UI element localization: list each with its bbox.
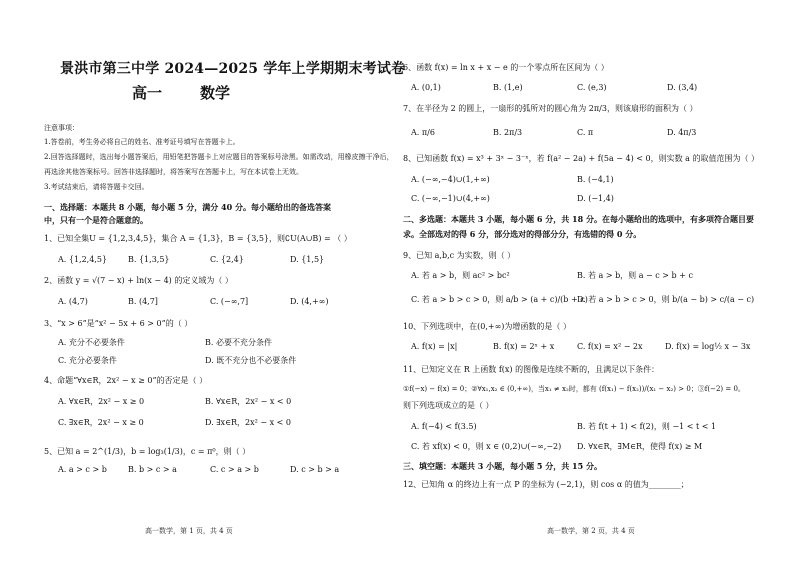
option-d: D. ∀x∈R，∃M∈R，使得 f(x) ≥ M bbox=[577, 442, 703, 451]
page-right bbox=[397, 0, 794, 562]
option-b: B. {1,3,5} bbox=[128, 255, 170, 264]
option-d: D. 4π/3 bbox=[667, 128, 697, 137]
option-d: D. {1,5} bbox=[290, 255, 325, 264]
question-2-stem: 2、函数 y = √(7 − x) + ln(x − 4) 的定义域为（ ） bbox=[44, 276, 233, 285]
option-a: A. 充分不必要条件 bbox=[58, 338, 125, 347]
option-b: B. (−4,1) bbox=[577, 175, 614, 184]
option-b: B. (1,e) bbox=[493, 83, 523, 92]
option-c: C. c > a > b bbox=[210, 465, 259, 474]
option-d: D. 既不充分也不必要条件 bbox=[205, 356, 297, 365]
option-b: B. 2π/3 bbox=[493, 128, 523, 137]
option-a: A. f(−4) < f(3.5) bbox=[411, 422, 477, 431]
option-c: C. f(x) = x² − 2x bbox=[577, 342, 643, 351]
option-d: D. (3,4) bbox=[667, 83, 698, 92]
question-7-stem: 7、在半径为 2 的圆上，一扇形的弧所对的圆心角为 2π/3，则该扇形的面积为（ ） bbox=[403, 104, 698, 113]
question-5-stem: 5、已知 a = 2^(1/3)，b = log₃(1/3)，c = π⁰，则（ ） bbox=[44, 447, 251, 456]
grade-label: 高一 bbox=[132, 84, 163, 102]
note-line: 1.答卷前，考生务必将自己的姓名、准考证号填写在答题卡上。 bbox=[44, 138, 240, 146]
question-3-stem: 3、“x > 6”是“x² − 5x + 6 > 0”的（ ） bbox=[44, 319, 193, 328]
section-heading: 一、选择题：本题共 8 小题，每小题 5 分，满分 40 分。每小题给出的备选答案 bbox=[44, 202, 331, 212]
option-d: D. ∃x∈R，2x² − x < 0 bbox=[205, 418, 291, 427]
option-b: B. ∀x∈R，2x² − x < 0 bbox=[205, 397, 292, 406]
option-a: A. a > c > b bbox=[58, 465, 107, 474]
option-a: A. (4,7) bbox=[58, 297, 88, 306]
option-b: B. b > c > a bbox=[128, 465, 177, 474]
section-heading: 中，只有一个是符合题意的。 bbox=[44, 215, 148, 225]
question-9-stem: 9、已知 a,b,c 为实数，则（ ） bbox=[403, 251, 516, 260]
note-line: 再选涂其他答案标号。回答非选择题时，将答案写在答题卡上，写在本试卷上无效。 bbox=[44, 168, 303, 176]
option-c: C. {2,4} bbox=[210, 255, 244, 264]
option-b: B. 必要不充分条件 bbox=[205, 338, 272, 347]
option-d: D. c > b > a bbox=[290, 465, 340, 474]
option-c: C. 若 a > b > c > 0，则 a/b > (a + c)/(b + c) bbox=[411, 295, 588, 304]
note-line: 3.考试结束后，请将答题卡交回。 bbox=[44, 183, 149, 191]
option-b: B. (4,7] bbox=[128, 297, 158, 306]
section-heading: 求。全部选对的得 6 分，部分选对的得部分分，有选错的得 0 分。 bbox=[403, 229, 642, 239]
option-c: C. (e,3) bbox=[577, 83, 607, 92]
question-6-stem: 6、函数 f(x) = ln x + x − e 的一个零点所在区间为（ ） bbox=[403, 63, 609, 72]
page-footer: 高一数学，第 2 页，共 4 页 bbox=[547, 527, 635, 535]
option-c: C. 充分必要条件 bbox=[58, 356, 117, 365]
option-c: C. (−∞,−1)∪(4,+∞) bbox=[411, 194, 490, 203]
option-c: C. π bbox=[577, 128, 594, 137]
option-c: C. ∃x∈R，2x² − x ≥ 0 bbox=[58, 418, 144, 427]
question-10-stem: 10、下列选项中，在(0,+∞)为增函数的是（ ） bbox=[403, 322, 571, 331]
page-footer: 高一数学，第 1 页，共 4 页 bbox=[145, 527, 233, 535]
question-4-stem: 4、命题“∀x∈R，2x² − x ≥ 0”的否定是（ ） bbox=[44, 376, 208, 385]
option-a: A. π/6 bbox=[411, 128, 435, 137]
option-a: A. 若 a > b，则 ac² > bc² bbox=[411, 271, 510, 280]
option-b: B. 若 f(t + 1) < f(2)，则 −1 < t < 1 bbox=[577, 422, 717, 431]
option-a: A. {1,2,4,5} bbox=[58, 255, 108, 264]
option-a: A. (−∞,−4)∪(1,+∞) bbox=[411, 175, 490, 184]
notes-heading: 注意事项： bbox=[44, 124, 79, 132]
question-11-conditions: ①f(−x) − f(x) = 0；②∀x₁,x₂ ∈ (0,+∞)，当x₁ ≠ x₂时，都有 (f(x₁) − f(x₂))/(x₁ − x₂) > 0；③f(−2) = 0。 bbox=[403, 385, 745, 393]
note-line: 2.回答选择题时，选出每小题答案后，用铅笔把答题卡上对应题目的答案标号涂黑。如需改动，用橡皮擦干净后， bbox=[44, 153, 394, 161]
option-d: D. (4,+∞) bbox=[290, 297, 329, 306]
option-b: B. 若 a > b，则 a − c > b + c bbox=[577, 271, 693, 280]
option-b: B. f(x) = 2ˣ + x bbox=[493, 342, 555, 351]
option-d: D. f(x) = log½ x − 3x bbox=[665, 342, 751, 351]
question-8-stem: 8、已知函数 f(x) = x³ + 3ˣ − 3⁻ˣ，若 f(a² − 2a) + f(5a − 4) < 0，则实数 a 的取值范围为（ ） bbox=[403, 154, 759, 163]
option-d: D. 若 a > b > c > 0，则 b/(a − b) > c/(a − c) bbox=[577, 295, 755, 304]
option-a: A. (0,1) bbox=[411, 83, 441, 92]
exam-title: 景洪市第三中学 2024—2025 学年上学期期末考试卷 bbox=[60, 61, 406, 77]
option-a: A. f(x) = |x| bbox=[411, 342, 458, 351]
section-heading: 三、填空题：本题共 3 小题，每小题 5 分，共 15 分。 bbox=[403, 461, 602, 471]
subject-label: 数学 bbox=[200, 84, 231, 102]
question-1-stem: 1、已知全集U = {1,2,3,4,5}，集合 A = {1,3}，B = {3,5}，则∁U(A∪B) = （ ） bbox=[44, 234, 352, 243]
option-a: A. ∀x∈R，2x² − x ≥ 0 bbox=[58, 397, 145, 406]
option-c: C. (−∞,7] bbox=[210, 297, 249, 306]
option-d: D. (−1,4) bbox=[577, 194, 614, 203]
section-heading: 二、多选题：本题共 3 小题，每小题 6 分，共 18 分。在每小题给出的选项中，有多项符合题目要 bbox=[403, 214, 754, 224]
question-12-stem: 12、已知角 α 的终边上有一点 P 的坐标为 (−2,1)，则 cos α 的值为________； bbox=[403, 480, 689, 489]
option-c: C. 若 xf(x) < 0，则 x ∈ (0,2)∪(−∞,−2) bbox=[411, 442, 562, 451]
question-11-prompt: 则下列选项成立的是（ ） bbox=[403, 401, 494, 410]
question-11-stem: 11、已知定义在 R 上函数 f(x) 的图像是连续不断的，且满足以下条件： bbox=[403, 365, 660, 374]
